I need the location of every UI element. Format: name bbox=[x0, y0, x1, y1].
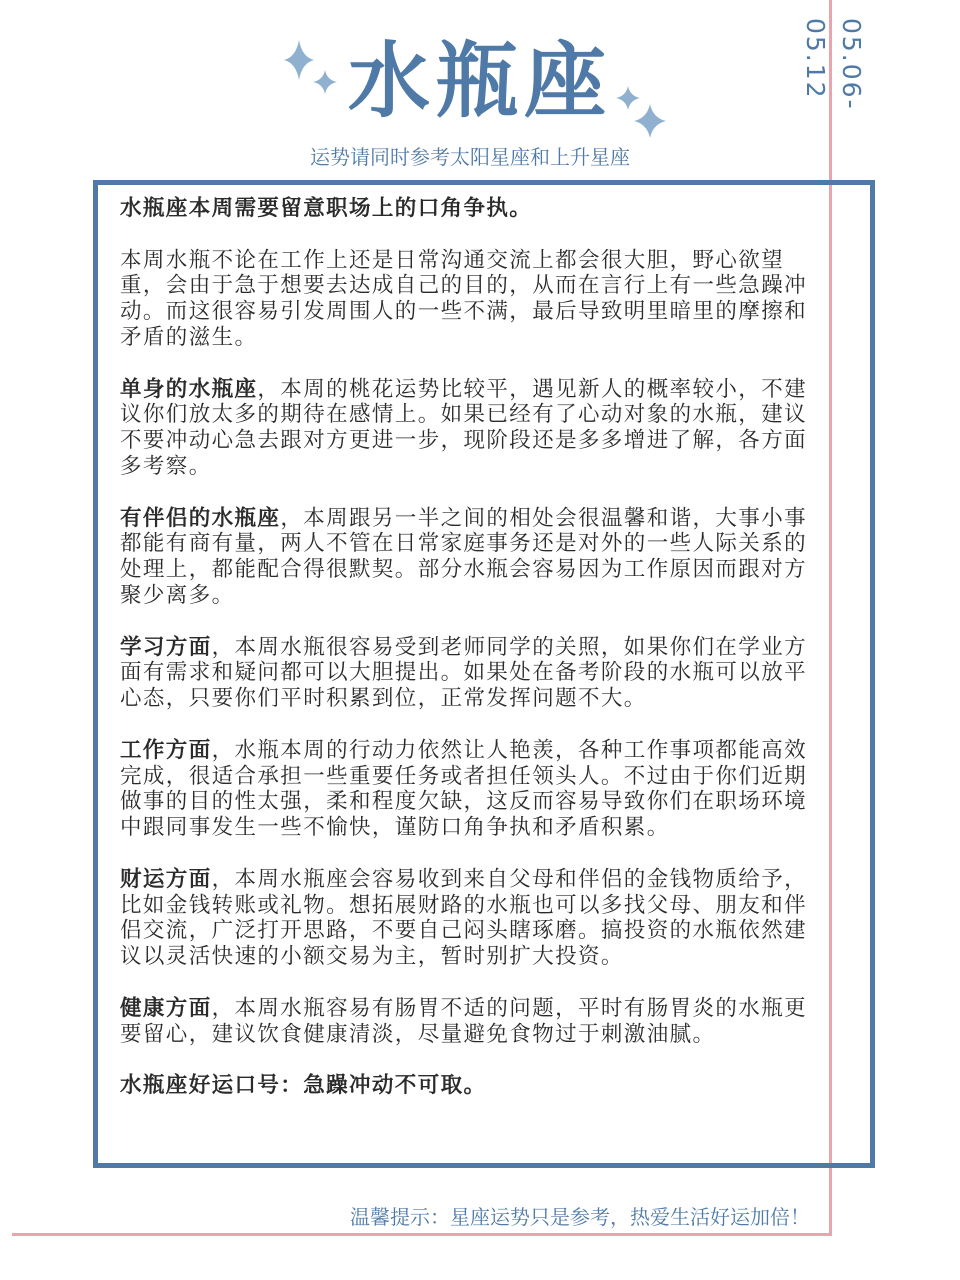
health-paragraph bbox=[120, 996, 820, 1048]
study-paragraph bbox=[120, 635, 820, 712]
work-paragraph bbox=[120, 738, 820, 841]
work-label: 工作方面 bbox=[120, 737, 212, 763]
partnered-label: 有伴侣的水瓶座 bbox=[120, 505, 281, 531]
pink-border-horizontal bbox=[12, 1233, 832, 1236]
wealth-text: ，本周水瓶座会容易收到来自父母和伴侣的金钱物质给予，比如金钱转账或礼物。想拓展财路的水瓶也可以多找父母、朋友和伴侣交流，广泛打开思路，不要自己闷头瞎琢磨。搞投资的水瓶依然建议以灵活快速的小额交易为主，暂时别扩大投资。 bbox=[120, 866, 808, 970]
footer-tip: 温馨提示：星座运势只是参考，热爱生活好运加倍！ bbox=[350, 1205, 810, 1229]
overview-paragraph: 本周水瓶不论在工作上还是日常沟通交流上都会很大胆，野心欲望重，会由于急于想要去达成自己的目的，从而在言行上有一些急躁冲动。而这很容易引发周围人的一些不满，最后导致明里暗里的摩擦和矛盾的滋生。 bbox=[120, 247, 808, 350]
intro-line: 水瓶座本周需要留意职场上的口角争执。 bbox=[120, 196, 533, 221]
study-text: ，本周水瓶很容易受到老师同学的关照，如果你们在学业方面有需求和疑问都可以大胆提出。如果处在备考阶段的水瓶可以放平心态，只要你们平时积累到位，正常发挥问题不大。 bbox=[120, 634, 808, 712]
work-text: ，水瓶本周的行动力依然让人艳羡，各种工作事项都能高效完成，很适合承担一些重要任务或者担任领头人。不过由于你们近期做事的目的性太强，柔和程度欠缺，这反而容易导致你们在职场环境中跟同事发生一些不愉快，谨防口角争执和矛盾积累。 bbox=[120, 737, 808, 841]
page-title: 水瓶座 bbox=[347, 34, 612, 129]
partnered-text: ，本周跟另一半之间的相处会很温馨和谐，大事小事都能有商有量，两人不管在日常家庭事务还是对外的一些人际关系的处理上，都能配合得很默契。部分水瓶会容易因为工作原因而跟对方聚少离多。 bbox=[120, 505, 808, 608]
wealth-paragraph bbox=[120, 867, 820, 970]
single-paragraph bbox=[120, 377, 820, 480]
health-text: ，本周水瓶容易有肠胃不适的问题，平时有肠胃炎的水瓶更要留心，建议饮食健康清淡，尽量避免食物过于刺激油腻。 bbox=[120, 995, 808, 1047]
horoscope-content bbox=[120, 196, 820, 1099]
health-label: 健康方面 bbox=[120, 995, 212, 1021]
date-range: 05.06-05.12 bbox=[801, 18, 866, 111]
single-label: 单身的水瓶座 bbox=[120, 376, 258, 402]
partnered-paragraph bbox=[120, 506, 820, 609]
slogan-line: 水瓶座好运口号：急躁冲动不可取。 bbox=[120, 1073, 487, 1099]
single-text: ，本周的桃花运势比较平，遇见新人的概率较小，不建议你们放太多的期待在感情上。如果已经有了心动对象的水瓶，建议不要冲动心急去跟对方更进一步，现阶段还是多多增进了解，各方面多考察。 bbox=[120, 376, 808, 479]
page-subtitle: 运势请同时参考太阳星座和上升星座 bbox=[310, 145, 630, 169]
study-label: 学习方面 bbox=[120, 634, 212, 660]
wealth-label: 财运方面 bbox=[120, 866, 212, 892]
